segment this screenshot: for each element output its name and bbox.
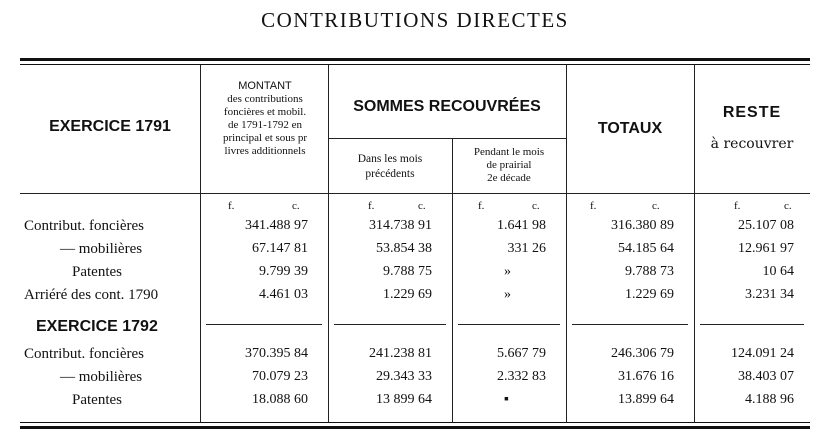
cell-prairial: 331 26	[507, 241, 546, 256]
section-exercice-1792: EXERCICE 1792	[36, 318, 158, 335]
header-mois-precedents-line: précédents	[365, 168, 415, 180]
bottom-rule-thick	[20, 426, 810, 429]
cell-reste: 4.188 96	[745, 392, 794, 407]
row-label: — mobilières	[60, 241, 143, 257]
cell-reste: 10 64	[762, 264, 794, 279]
unit-centimes-label: c.	[418, 200, 426, 212]
header-montant	[202, 80, 328, 158]
unit-francs-label: f.	[368, 200, 375, 212]
cell-montant: 18.088 60	[252, 392, 308, 407]
header-prairial	[452, 146, 566, 185]
unit-francs-label: f.	[590, 200, 597, 212]
cell-precedents: 314.738 91	[369, 218, 432, 233]
cell-totaux: 13.899 64	[618, 392, 674, 407]
bottom-rule-thin	[20, 422, 810, 423]
cell-precedents: 241.238 81	[369, 346, 432, 361]
header-montant-line: livres additionnels	[224, 145, 306, 157]
cell-totaux: 246.306 79	[611, 346, 674, 361]
cell-montant: 4.461 03	[259, 287, 308, 302]
cell-montant: 341.488 97	[245, 218, 308, 233]
row-label: Contribut. foncières	[24, 218, 144, 234]
cell-prairial: 5.667 79	[497, 346, 546, 361]
unit-centimes-label: c.	[532, 200, 540, 212]
row-label: — mobilières	[60, 369, 143, 385]
top-rule-thin	[20, 64, 810, 65]
section-rule	[458, 324, 560, 325]
row-label: Patentes	[72, 264, 122, 280]
row-label: Contribut. foncières	[24, 346, 144, 362]
cell-precedents: 9.788 75	[383, 264, 432, 279]
cell-reste: 3.231 34	[745, 287, 794, 302]
section-rule	[700, 324, 804, 325]
unit-francs-label: f.	[478, 200, 485, 212]
top-rule-thick	[20, 58, 810, 61]
cell-prairial: ▪	[504, 392, 509, 407]
header-mois-precedents	[328, 152, 452, 182]
cell-precedents: 29.343 33	[376, 369, 432, 384]
header-montant-line: foncières et mobil.	[223, 106, 307, 118]
header-montant-line: des contributions	[227, 93, 303, 105]
unit-francs-label: f.	[734, 200, 741, 212]
unit-francs-label: f.	[228, 200, 235, 212]
cell-reste: 124.091 24	[731, 346, 794, 361]
header-bottom-rule	[20, 193, 810, 194]
cell-reste: 38.403 07	[738, 369, 794, 384]
header-mois-precedents-line: Dans les mois	[357, 153, 423, 165]
cell-prairial: 1.641 98	[497, 218, 546, 233]
unit-centimes-label: c.	[784, 200, 792, 212]
cell-precedents: 1.229 69	[383, 287, 432, 302]
row-label: Patentes	[72, 392, 122, 408]
cell-prairial: »	[504, 264, 511, 279]
cell-precedents: 53.854 38	[376, 241, 432, 256]
section-rule	[334, 324, 446, 325]
header-reste-sub: à recouvrer	[710, 136, 794, 152]
header-totaux: TOTAUX	[597, 120, 663, 137]
cell-totaux: 1.229 69	[625, 287, 674, 302]
cell-montant: 67.147 81	[252, 241, 308, 256]
header-montant-line: MONTANT	[238, 80, 292, 92]
header-exercice-1791: EXERCICE 1791	[49, 118, 171, 135]
cell-reste: 12.961 97	[738, 241, 794, 256]
cell-totaux: 9.788 73	[625, 264, 674, 279]
header-prairial-line: de prairial	[486, 159, 532, 171]
cell-reste: 25.107 08	[738, 218, 794, 233]
unit-centimes-label: c.	[652, 200, 660, 212]
cell-montant: 370.395 84	[245, 346, 308, 361]
row-label: Arriéré des cont. 1790	[24, 287, 159, 303]
header-montant-line: de 1791-1792 en	[228, 119, 302, 131]
cell-montant: 70.079 23	[252, 369, 308, 384]
unit-centimes-label: c.	[292, 200, 300, 212]
header-prairial-line: 2e décade	[487, 172, 531, 184]
header-sommes-recouvrees: SOMMES RECOUVRÉES	[353, 98, 541, 115]
cell-montant: 9.799 39	[259, 264, 308, 279]
cell-totaux: 316.380 89	[611, 218, 674, 233]
cell-prairial: 2.332 83	[497, 369, 546, 384]
cell-precedents: 13 899 64	[376, 392, 432, 407]
cell-totaux: 54.185 64	[618, 241, 674, 256]
section-rule	[572, 324, 688, 325]
page-title: CONTRIBUTIONS DIRECTES	[261, 8, 569, 32]
section-rule	[206, 324, 322, 325]
header-prairial-line: Pendant le mois	[473, 146, 545, 158]
sommes-sub-rule	[328, 138, 566, 139]
cell-prairial: »	[504, 287, 511, 302]
header-montant-line: principal et sous pr	[222, 132, 307, 144]
cell-totaux: 31.676 16	[618, 369, 674, 384]
header-reste: RESTE	[722, 104, 782, 121]
